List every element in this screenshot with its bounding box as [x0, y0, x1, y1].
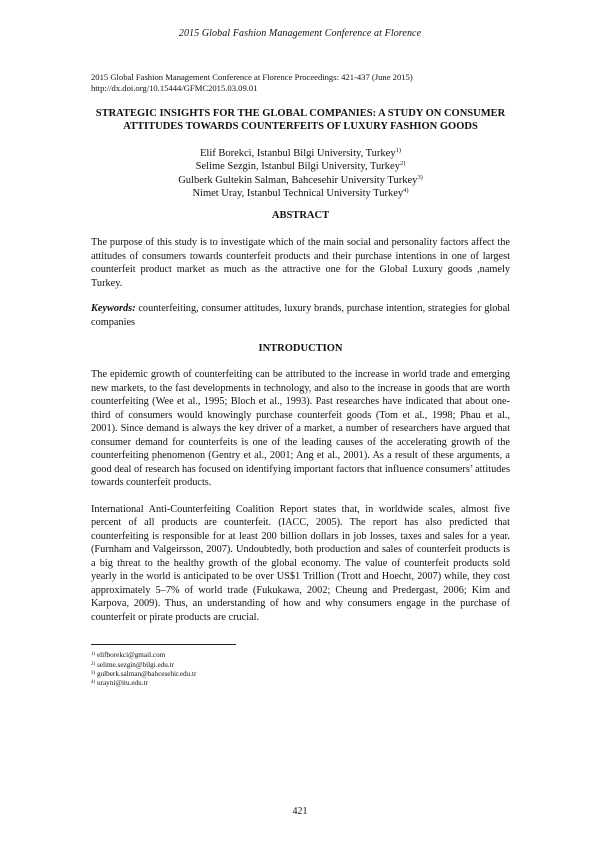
- author-name: Selime Sezgin, Istanbul Bilgi University, Turkey: [195, 161, 400, 173]
- author-name: Nimet Uray, Istanbul Technical University Turkey: [192, 188, 404, 200]
- introduction-paragraph-2: International Anti-Counterfeiting Coalition Report states that, in worldwide scales, almost five percent of all products are counterfeit. (IACC, 2005). The report has also predicted that counterfeiting is responsible for at least 200 billion dollars in job losses, taxes and sales for a year. (Furnham and Valgeirsson, 2007). Undoubtedly, both production and sales of counterfeit products is a big threat to the healthy growth of the global economy. The value of counterfeit products sold yearly in the world is anticipated to be over US$1 Trillion (Trott and Hoecht, 2007) while, they cost approximately 5–7% of world trade (Fukukawa, 2002; Cheung and Predergast, 2006; Kim and Karpova, 2009). Thus, an understanding of how and why consumers engage in the purchase of counterfeit or pirate products are crucial.: [91, 503, 510, 623]
- footnote-email: urayni@itu.edu.tr: [95, 678, 148, 687]
- author-line: [91, 174, 510, 187]
- introduction-heading: INTRODUCTION: [258, 343, 343, 355]
- footnotes: [91, 651, 510, 688]
- proceedings-citation: 2015 Global Fashion Management Conference at Florence Proceedings: 421-437 (June 2015): [91, 72, 413, 82]
- footnote-email: selime.sezgin@bilgi.edu.tr: [95, 660, 175, 669]
- footnote-mark: 1): [91, 652, 96, 658]
- running-header: 2015 Global Fashion Management Conference at Florence: [178, 28, 422, 39]
- author-footnote-mark: 3): [417, 173, 423, 181]
- footnote-email: elifborekci@gmail.com: [95, 651, 166, 660]
- footnote-mark: 2): [91, 661, 96, 667]
- footnote: [91, 679, 510, 688]
- footnote-mark: 4): [91, 679, 96, 685]
- author-name: Elif Borekci, Istanbul Bilgi University, Turkey: [199, 148, 396, 160]
- author-footnote-mark: 1): [395, 147, 402, 155]
- author-list: [91, 147, 510, 200]
- footnote-email: gulberk.salman@bahcesehir.edu.tr: [95, 669, 197, 678]
- footnote-mark: 3): [91, 670, 96, 676]
- author-line: [91, 147, 510, 160]
- keywords: [91, 302, 510, 329]
- footnote: [91, 661, 510, 670]
- proceedings-info: [91, 72, 510, 93]
- author-footnote-mark: 4): [403, 187, 409, 195]
- footnote: [91, 651, 510, 660]
- author-name: Gulberk Gultekin Salman, Bahcesehir University Turkey: [178, 174, 418, 186]
- doi-link[interactable]: http://dx.doi.org/10.15444/GFMC2015.03.09.01: [91, 82, 258, 93]
- keywords-text: counterfeiting, consumer attitudes, luxury brands, purchase intention, strategies for global companies: [91, 303, 510, 328]
- page-number: 421: [292, 806, 308, 817]
- keywords-label: Keywords:: [91, 303, 136, 315]
- abstract-heading: ABSTRACT: [271, 210, 330, 222]
- introduction-paragraph-1: The epidemic growth of counterfeiting can be attributed to the increase in world trade and emerging new markets, to the fast developments in technology, and also to the increase in goods that are worth counterfeiting (Wee et al., 1995; Bloch et al., 1993). Past researches have indicated that about one- third of consumers would knowingly purchase counterfeit goods (Tom et al., 1998; Phau et al., 2001). Since demand is always the key driver of a market, a number of researchers have argued that consumer demand for counterfeits is one of the leading causes of the accelerating growth of the counterfeiting phenomenon (Gentry et al., 2001; Ang et al., 2001). As a result of these arguments, a good deal of research has focused on identifying important factors that influence consumers’ attitudes towards counterfeit products.: [91, 369, 510, 489]
- paper-title: STRATEGIC INSIGHTS FOR THE GLOBAL COMPANIES: A STUDY ON CONSUMER ATTITUDES TOWARDS COUNTERFEITS OF LUXURY FASHION GOODS: [95, 108, 506, 132]
- footnote: [91, 670, 510, 679]
- author-line: [91, 160, 510, 173]
- abstract-text: The purpose of this study is to investigate which of the main social and personality factors affect the attitudes of consumers towards counterfeit products and their purchase intentions in one of largest counterfeit product market as much as the attractive one for the Global Luxury goods ,namely Turkey.: [91, 237, 510, 289]
- author-line: [91, 187, 510, 200]
- author-footnote-mark: 2): [399, 160, 406, 168]
- page-content: [91, 72, 510, 688]
- footnote-divider: [91, 644, 236, 645]
